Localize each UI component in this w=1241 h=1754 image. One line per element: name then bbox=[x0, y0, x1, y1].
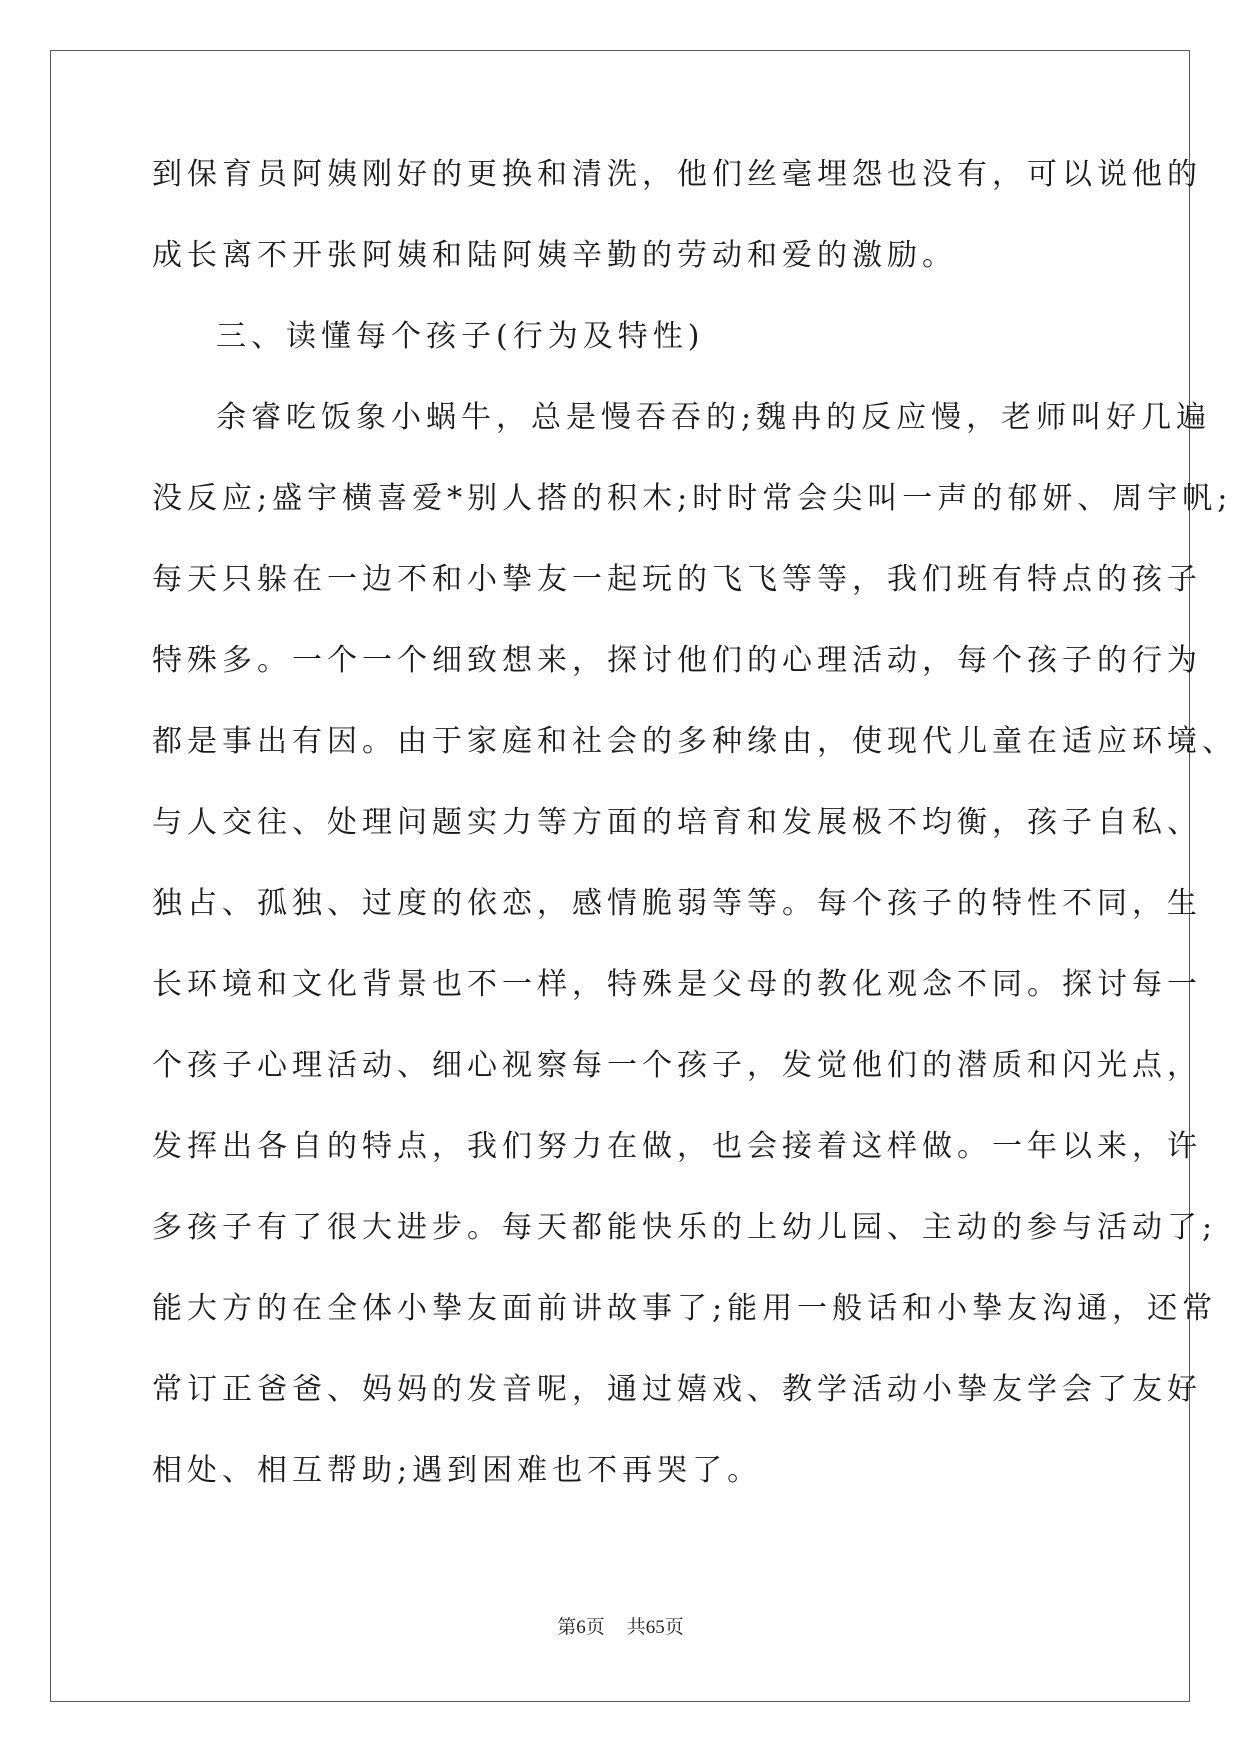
page-total: 共65页 bbox=[626, 1617, 684, 1638]
text-line: 能大方的在全体小挚友面前讲故事了;能用一般话和小挚友沟通，还常 bbox=[152, 1291, 1218, 1326]
page-number: 第6页 bbox=[557, 1617, 605, 1638]
document-body bbox=[152, 157, 1237, 1537]
text-line: 都是事出有因。由于家庭和社会的多种缘由，使现代儿童在适应环境、 bbox=[152, 724, 1237, 759]
text-line: 多孩子有了很大进步。每天都能快乐的上幼儿园、主动的参与活动了; bbox=[152, 1210, 1218, 1245]
text-line: 独占、孤独、过度的依恋，感情脆弱等等。每个孩子的特性不同，生 bbox=[152, 886, 1202, 921]
page-footer bbox=[0, 1612, 1241, 1639]
text-line: 个孩子心理活动、细心视察每一个孩子，发觉他们的潜质和闪光点， bbox=[152, 1048, 1202, 1083]
text-line: 相处、相互帮助;遇到困难也不再哭了。 bbox=[152, 1453, 763, 1488]
text-line: 没反应;盛宇横喜爱*别人搭的积木;时时常会尖叫一声的郁妍、周宇帆; bbox=[152, 481, 1233, 516]
text-line: 每天只躲在一边不和小挚友一起玩的飞飞等等，我们班有特点的孩子 bbox=[152, 562, 1202, 597]
text-line: 三、读懂每个孩子(行为及特性) bbox=[216, 319, 705, 354]
text-line: 到保育员阿姨刚好的更换和清洗，他们丝毫埋怨也没有，可以说他的 bbox=[152, 157, 1202, 192]
text-line: 特殊多。一个一个细致想来，探讨他们的心理活动，每个孩子的行为 bbox=[152, 643, 1202, 678]
text-line: 成长离不开张阿姨和陆阿姨辛勤的劳动和爱的激励。 bbox=[152, 238, 957, 273]
text-line: 与人交往、处理问题实力等方面的培育和发展极不均衡，孩子自私、 bbox=[152, 805, 1202, 840]
text-line: 余睿吃饭象小蜗牛，总是慢吞吞的;魏冉的反应慢，老师叫好几遍 bbox=[216, 400, 1212, 435]
text-line: 常订正爸爸、妈妈的发音呢，通过嬉戏、教学活动小挚友学会了友好 bbox=[152, 1372, 1202, 1407]
text-line: 长环境和文化背景也不一样，特殊是父母的教化观念不同。探讨每一 bbox=[152, 967, 1202, 1002]
text-line: 发挥出各自的特点，我们努力在做，也会接着这样做。一年以来，许 bbox=[152, 1129, 1202, 1164]
